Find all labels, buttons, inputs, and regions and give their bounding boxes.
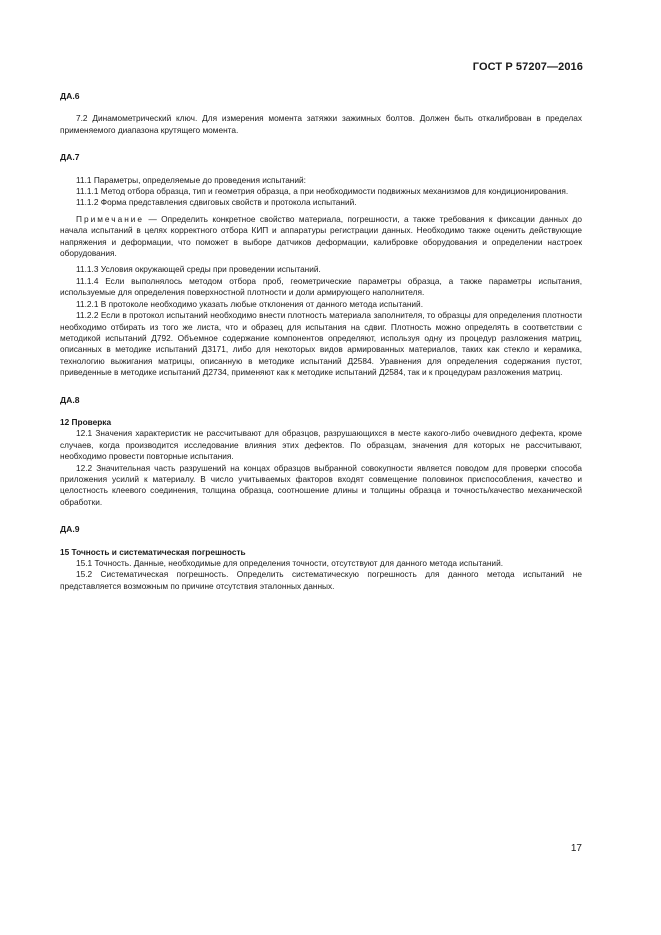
paragraph: 11.1 Параметры, определяемые до проведения испытаний:	[76, 174, 306, 185]
note-text: — Определить конкретное свойство материала, погрешности, а также требования к фиксации данных до начала испытаний в целях корректного отбора КИП и аппаратуры регистрации данных. Необходимо также оценить действующие напряжения и деформации, что поможет в выборе датчиков деформации, калибровке оборудования и определении настроек оборудования.	[60, 213, 582, 259]
note-paragraph	[60, 214, 582, 260]
paragraph: 12.2 Значительная часть разрушений на концах образцов выбранной совокупности является поводом для проверки способа приложения усилий к материалу. В число учитываемых факторов входят совмещение половинок приспособления, качество и целостность клеевого соединения, толщина образца, соотношение длины и толщины образца и точность/качество механической обработки.	[60, 462, 582, 507]
paragraph: 11.2.1 В протоколе необходимо указать любые отклонения от данного метода испытаний.	[76, 298, 423, 309]
document-body	[60, 91, 582, 592]
subsection-title: 12 Проверка	[60, 416, 112, 427]
subsection-title: 15 Точность и систематическая погрешность	[60, 546, 246, 557]
section-title: ДА.8	[60, 394, 80, 405]
paragraph: 15.1 Точность. Данные, необходимые для определения точности, отсутствуют для данного метода испытаний.	[76, 558, 504, 568]
paragraph: 11.1.1 Метод отбора образца, тип и геометрия образца, а при необходимости подвижных механизмов для кондиционирования.	[76, 186, 569, 197]
paragraph: 12.1 Значения характеристик не рассчитывают для образцов, разрушающихся в месте какого-либо очевидного дефекта, кроме случаев, когда производится исследование влияния этих дефектов. По образцам, значения для которых не рассчитывают, необходимо провести повторные испытания.	[60, 428, 582, 462]
section-title: ДА.9	[60, 524, 80, 535]
paragraph: 11.2.2 Если в протокол испытаний необходимо внести плотность материала заполнителя, то образцы для определения плотности необходимо отбирать из того же листа, что и образец для испытания на сдвиг. Плотность можно определять в соответствии с методикой испытаний Д792. Объемное содержание компонентов определяют, используя одну из процедур разложения матриц, описанных в методике испытаний Д3171, либо для некоторых видов армированных материалов, таких как стекло и керамика, технологию выжигания матрицы, описанную в методике испытаний Д2584. Уравнения для определения содержания пустот, приведенные в методике испытаний Д2734, применяют как к методике испытаний Д2584, так и к процедурам разложения матриц.	[60, 310, 582, 378]
note-label: Примечание	[76, 213, 145, 224]
section-title: ДА.6	[60, 91, 80, 101]
paragraph: 11.1.4 Если выполнялось методом отбора проб, геометрические параметры образца, а также параметры испытания, используемые для определения поверхностной плотности и доли армирующего наполнителя.	[60, 275, 582, 298]
paragraph: 15.2 Систематическая погрешность. Определить систематическую погрешность для данного метода испытаний не представляется возможным по причине отсутствия эталонных данных.	[60, 569, 582, 591]
page-number: 17	[570, 843, 582, 854]
paragraph: 11.1.3 Условия окружающей среды при проведении испытаний.	[76, 264, 321, 275]
section-title: ДА.7	[60, 152, 80, 163]
document-designation: ГОСТ Р 57207—2016	[472, 61, 583, 73]
paragraph: 11.1.2 Форма представления сдвиговых свойств и протокола испытаний.	[76, 197, 357, 208]
paragraph: 7.2 Динамометрический ключ. Для измерения момента затяжки зажимных болтов. Должен быть откалиброван в пределах применяемого диапазона крутящего момента.	[60, 113, 582, 135]
